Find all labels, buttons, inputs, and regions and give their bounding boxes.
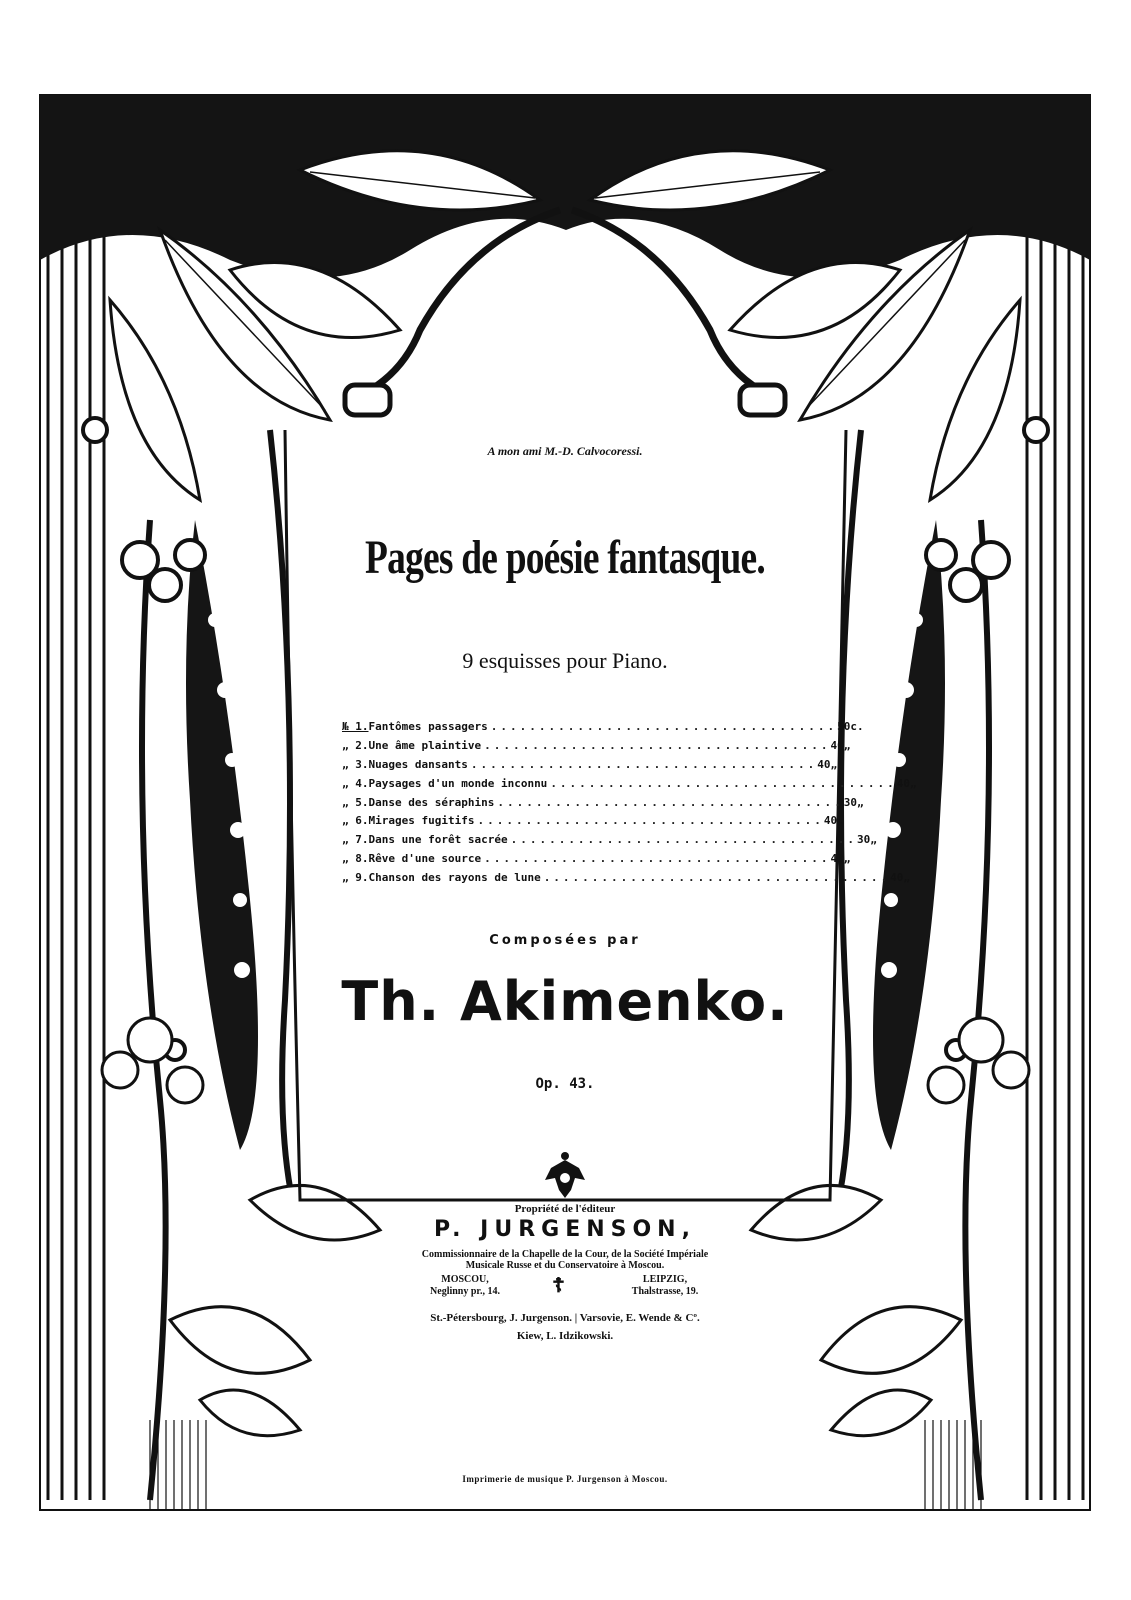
publisher-commission: [365, 1249, 765, 1271]
item-number: „ 7.: [342, 833, 369, 847]
cross-icon: ☦: [552, 1275, 565, 1297]
item-number: „ 6.: [342, 814, 369, 828]
item-unit: „: [909, 776, 917, 790]
item-unit: „: [857, 795, 864, 809]
publisher-branches: St.-Pétersbourg, J. Jurgenson. | Varsovie, E. Wende & Cº.: [430, 1312, 700, 1324]
city-address: Thalstrasse, 19.: [631, 1286, 699, 1297]
item-title: Fantômes passagers: [368, 720, 488, 733]
item-number: „ 5.: [342, 795, 369, 809]
item-unit: „: [903, 871, 910, 885]
item-number: „ 8.: [342, 852, 369, 866]
item-title: Dans une forêt sacrée: [368, 833, 508, 847]
city-address: Neglinny pr., 14.: [430, 1286, 500, 1297]
printer-notice: Imprimerie de musique P. Jurgenson à Moscou.: [462, 1474, 668, 1484]
item-title: Chanson des rayons de lune: [368, 871, 541, 885]
opus-number: Op. 43.: [535, 1076, 595, 1092]
commission-line: Commissionnaire de la Chapelle de la Cour, de la Société Impériale: [421, 1249, 709, 1260]
item-price: 40: [830, 852, 844, 866]
item-unit: „: [830, 757, 838, 771]
item-price: 30: [857, 833, 871, 847]
item-number: „ 2.: [342, 738, 369, 752]
item-title: Une âme plaintive: [368, 738, 482, 752]
item-title: Paysages d'un monde inconnu: [368, 776, 548, 790]
item-price: 40: [817, 757, 831, 771]
address-moscow: [390, 1274, 540, 1298]
publisher-name: P. JURGENSON,: [434, 1217, 696, 1242]
item-price: 40: [890, 871, 904, 885]
city-name: LEIPZIG,: [642, 1274, 688, 1285]
contents-list: [342, 718, 917, 888]
item-price: 50: [837, 720, 851, 733]
item-unit: c.: [850, 720, 864, 733]
item-unit: „: [843, 738, 851, 752]
item-title: Nuages dansants: [368, 757, 468, 771]
composer-name: Th. Akimenko.: [341, 970, 789, 1033]
item-number: № 1.: [342, 720, 369, 733]
contents-item: „ 2. Une âme plaintive .................................... 40 „: [342, 737, 732, 756]
subtitle: 9 esquisses pour Piano.: [462, 648, 668, 673]
item-unit: „: [837, 814, 844, 828]
contents-item: „ 8. Rêve d'une source .................................... 40 „: [342, 850, 732, 869]
page-title: Pages de poésie fantasque.: [365, 531, 765, 584]
item-number: „ 4.: [342, 776, 369, 790]
commission-line: Musicale Russe et du Conservatoire à Moscou.: [465, 1260, 665, 1271]
item-price: 40: [830, 738, 844, 752]
dedication: A mon ami M.-D. Calvocoressi.: [487, 444, 643, 458]
item-price: 30: [843, 795, 858, 809]
contents-item: „ 6. Mirages fugitifs .................................... 40 „: [342, 812, 732, 831]
contents-item: „ 9. Chanson des rayons de lune .................................... 40 „: [342, 869, 732, 888]
contents-item: № 1. Fantômes passagers .................................... 50 c.: [342, 718, 732, 737]
publisher-branches: Kiew, L. Idzikowski.: [516, 1330, 614, 1342]
contents-item: „ 7. Dans une forêt sacrée .................................... 30 „: [342, 831, 732, 850]
item-title: Mirages fugitifs: [368, 814, 475, 828]
item-number: „ 3.: [342, 757, 369, 771]
contents-item: „ 3. Nuages dansants .................................... 40 „: [342, 756, 732, 775]
address-leipzig: [590, 1274, 740, 1298]
contents-item: „ 4. Paysages d'un monde inconnu .................................... 40 „: [342, 775, 732, 794]
composed-by-label: Composées par: [489, 933, 641, 948]
item-price: 40: [823, 814, 838, 828]
item-unit: „: [870, 833, 877, 847]
item-title: Danse des séraphins: [368, 795, 495, 809]
city-name: MOSCOU,: [441, 1274, 489, 1285]
item-price: 40: [896, 776, 910, 790]
property-notice: Propriété de l'éditeur: [514, 1203, 616, 1215]
imperial-eagle-icon: [541, 1150, 589, 1200]
contents-item: „ 5. Danse des séraphins .................................... 30 „: [342, 794, 732, 813]
item-title: Rêve d'une source: [368, 852, 482, 866]
item-number: „ 9.: [342, 871, 369, 885]
item-unit: „: [843, 852, 851, 866]
